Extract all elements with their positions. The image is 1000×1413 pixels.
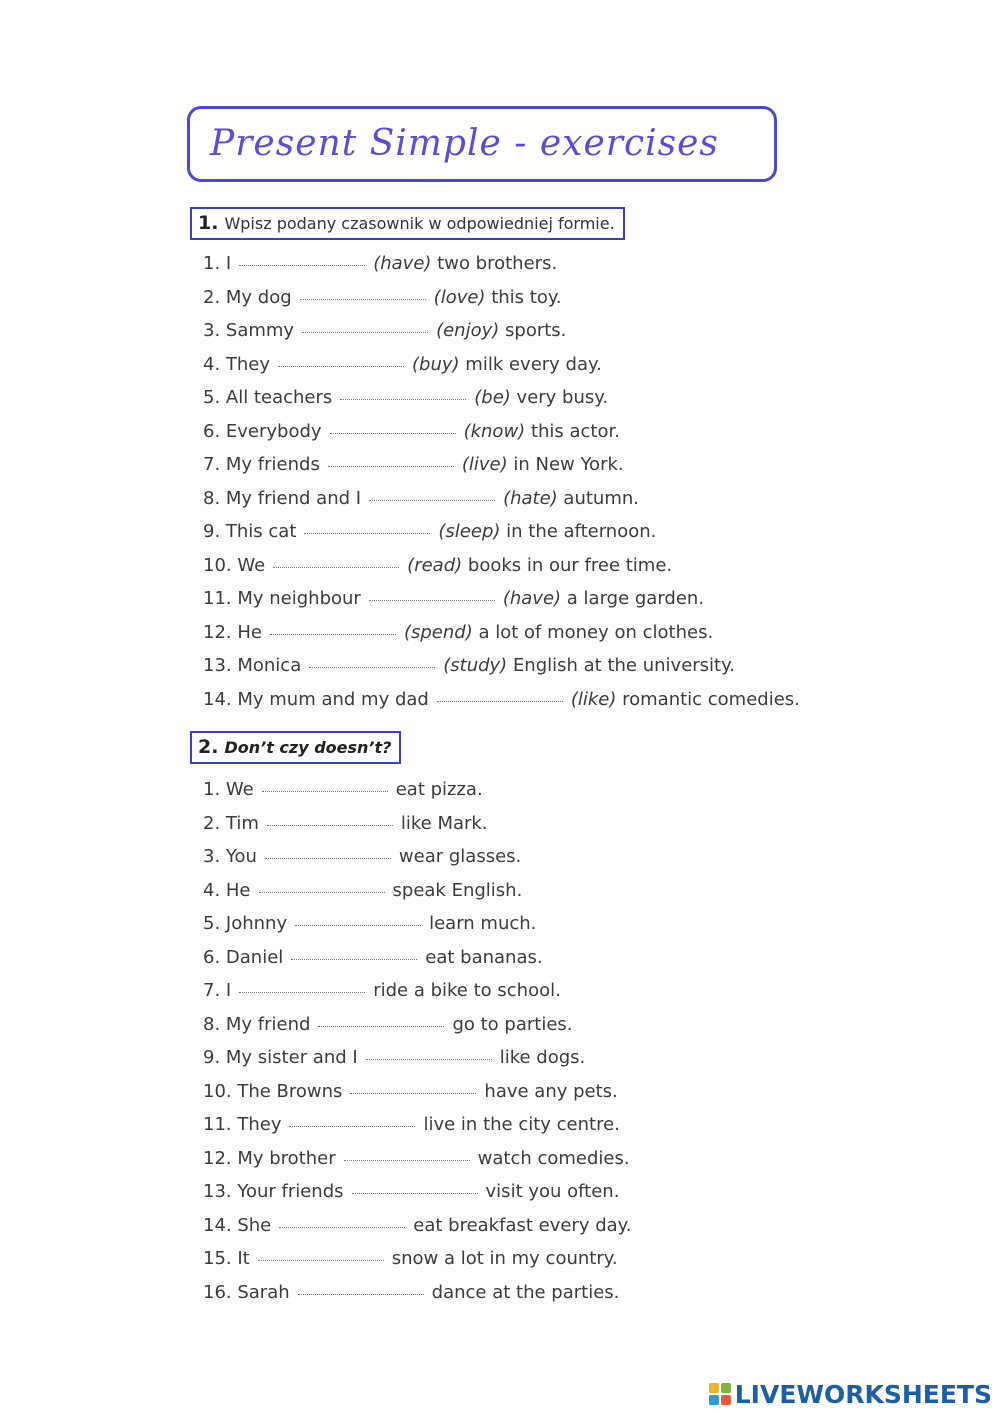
exercise-item [203, 840, 631, 874]
answer-blank[interactable] [302, 331, 428, 333]
page-title: Present Simple - exercises [210, 123, 719, 164]
answer-blank[interactable] [265, 857, 391, 859]
item-ending: dance at the parties. [431, 1281, 620, 1303]
answer-blank[interactable] [330, 432, 456, 434]
answer-blank[interactable] [350, 1092, 476, 1094]
verb-hint: (buy) [412, 353, 460, 375]
item-prompt: 8. My friend [203, 1013, 311, 1035]
item-prompt: 12. He [203, 621, 262, 643]
answer-blank[interactable] [318, 1025, 444, 1027]
item-ending: go to parties. [452, 1013, 573, 1035]
item-ending: books in our free time. [467, 554, 673, 576]
exercise-item [203, 1008, 631, 1042]
section-2-header [190, 731, 401, 764]
exercise-item [203, 582, 800, 616]
item-ending: have any pets. [484, 1080, 618, 1102]
exercise-item [203, 807, 631, 841]
answer-blank[interactable] [344, 1159, 470, 1161]
item-prompt: 4. They [203, 353, 271, 375]
section-2-list [203, 773, 631, 1309]
exercise-item [203, 941, 631, 975]
answer-blank[interactable] [270, 633, 396, 635]
item-prompt: 6. Everybody [203, 420, 322, 442]
exercise-item [203, 1276, 631, 1310]
answer-blank[interactable] [259, 891, 385, 893]
verb-hint: (read) [407, 554, 463, 576]
exercise-item [203, 974, 631, 1008]
item-ending: in New York. [513, 454, 624, 475]
item-prompt: 5. All teachers [203, 387, 333, 408]
item-ending: eat bananas. [425, 946, 543, 968]
answer-blank[interactable] [273, 566, 399, 568]
answer-blank[interactable] [289, 1125, 415, 1127]
item-ending: a large garden. [566, 588, 705, 609]
item-prompt: 12. My brother [203, 1147, 336, 1169]
section-1-number: 1. [198, 212, 219, 234]
verb-hint: (live) [461, 454, 508, 475]
verb-hint: (sleep) [438, 521, 501, 542]
answer-blank[interactable] [304, 532, 430, 534]
section-1-list [203, 247, 800, 716]
answer-blank[interactable] [437, 700, 563, 702]
exercise-item [203, 773, 631, 807]
exercise-item [203, 616, 800, 650]
item-prompt: 14. My mum and my dad [203, 688, 429, 710]
item-prompt: 2. Tim [203, 812, 259, 834]
verb-hint: (like) [570, 688, 617, 710]
exercise-item [203, 348, 800, 382]
answer-blank[interactable] [291, 958, 417, 960]
item-prompt: 11. My neighbour [203, 588, 361, 609]
exercise-item [203, 314, 800, 348]
item-ending: wear glasses. [398, 846, 522, 867]
section-1-header [190, 207, 625, 240]
title-box [187, 106, 777, 182]
item-prompt: 1. We [203, 779, 254, 800]
item-ending: eat pizza. [395, 779, 483, 800]
item-prompt: 13. Your friends [203, 1181, 344, 1202]
exercise-item [203, 649, 800, 683]
answer-blank[interactable] [369, 499, 495, 501]
item-ending: visit you often. [485, 1181, 620, 1202]
liveworksheets-logo [709, 1379, 992, 1409]
item-prompt: 5. Johnny [203, 913, 288, 934]
item-ending: like Mark. [400, 812, 488, 834]
item-prompt: 8. My friend and I [203, 487, 362, 509]
answer-blank[interactable] [258, 1259, 384, 1261]
answer-blank[interactable] [295, 924, 421, 926]
item-prompt: 10. The Browns [203, 1080, 343, 1102]
exercise-item [203, 549, 800, 583]
answer-blank[interactable] [279, 1226, 405, 1228]
item-prompt: 13. Monica [203, 655, 302, 676]
item-ending: ride a bike to school. [373, 980, 561, 1001]
item-ending: live in the city centre. [423, 1114, 620, 1135]
answer-blank[interactable] [278, 365, 404, 367]
exercise-item [203, 1041, 631, 1075]
section-2-number: 2. [198, 736, 219, 758]
item-prompt: 9. My sister and I [203, 1047, 358, 1068]
item-prompt: 1. I [203, 253, 232, 274]
item-prompt: 3. Sammy [203, 320, 295, 341]
exercise-item [203, 448, 800, 482]
item-ending: a lot of money on clothes. [478, 621, 714, 643]
item-prompt: 16. Sarah [203, 1281, 290, 1303]
exercise-item [203, 1209, 631, 1243]
item-ending: English at the university. [512, 655, 735, 676]
item-ending: in the afternoon. [506, 521, 657, 542]
answer-blank[interactable] [369, 599, 495, 601]
answer-blank[interactable] [309, 666, 435, 668]
brand-name: LIVEWORKSHEETS [734, 1379, 992, 1409]
verb-hint: (love) [433, 286, 486, 308]
answer-blank[interactable] [298, 1293, 424, 1295]
exercise-item [203, 381, 800, 415]
exercise-item [203, 1242, 631, 1276]
verb-hint: (enjoy) [436, 320, 500, 341]
exercise-item [203, 683, 800, 717]
item-prompt: 10. We [203, 554, 266, 576]
answer-blank[interactable] [239, 264, 365, 266]
verb-hint: (study) [443, 655, 508, 676]
answer-blank[interactable] [239, 991, 365, 993]
answer-blank[interactable] [340, 398, 466, 400]
answer-blank[interactable] [352, 1192, 478, 1194]
exercise-item [203, 907, 631, 941]
item-prompt: 15. It [203, 1248, 250, 1269]
item-ending: eat breakfast every day. [413, 1214, 632, 1236]
section-2-instruction: Don’t czy doesn’t? [224, 738, 392, 757]
verb-hint: (spend) [403, 621, 473, 643]
item-prompt: 2. My dog [203, 286, 292, 308]
verb-hint: (hate) [503, 487, 558, 509]
exercise-item [203, 1142, 631, 1176]
exercise-item [203, 482, 800, 516]
exercise-item [203, 1108, 631, 1142]
item-ending: watch comedies. [477, 1147, 630, 1169]
item-prompt: 9. This cat [203, 521, 297, 542]
exercise-item [203, 415, 800, 449]
section-1-instruction: Wpisz podany czasownik w odpowiedniej formie. [224, 214, 615, 233]
item-ending: speak English. [392, 879, 523, 901]
item-prompt: 6. Daniel [203, 946, 284, 968]
item-ending: snow a lot in my country. [391, 1248, 618, 1269]
item-prompt: 7. My friends [203, 454, 320, 475]
verb-hint: (know) [463, 420, 526, 442]
item-ending: like dogs. [499, 1047, 586, 1068]
verb-hint: (have) [502, 588, 562, 609]
answer-blank[interactable] [366, 1058, 492, 1060]
exercise-item [203, 874, 631, 908]
answer-blank[interactable] [262, 790, 388, 792]
answer-blank[interactable] [328, 465, 454, 467]
answer-blank[interactable] [267, 824, 393, 826]
item-ending: this actor. [530, 420, 620, 442]
item-prompt: 11. They [203, 1114, 282, 1135]
item-ending: milk every day. [465, 353, 602, 375]
item-ending: romantic comedies. [622, 688, 800, 710]
exercise-item [203, 281, 800, 315]
exercise-item [203, 515, 800, 549]
item-prompt: 7. I [203, 980, 232, 1001]
item-prompt: 4. He [203, 879, 251, 901]
item-ending: two brothers. [437, 253, 558, 274]
exercise-item [203, 1075, 631, 1109]
verb-hint: (have) [373, 253, 432, 274]
liveworksheets-logo-icon [709, 1383, 731, 1405]
item-ending: very busy. [516, 387, 609, 408]
exercise-item [203, 247, 800, 281]
item-ending: sports. [505, 320, 567, 341]
answer-blank[interactable] [300, 298, 426, 300]
item-ending: this toy. [491, 286, 562, 308]
exercise-item [203, 1175, 631, 1209]
item-ending: learn much. [429, 913, 537, 934]
verb-hint: (be) [474, 387, 511, 408]
item-ending: autumn. [563, 487, 639, 509]
item-prompt: 14. She [203, 1214, 272, 1236]
item-prompt: 3. You [203, 846, 257, 867]
